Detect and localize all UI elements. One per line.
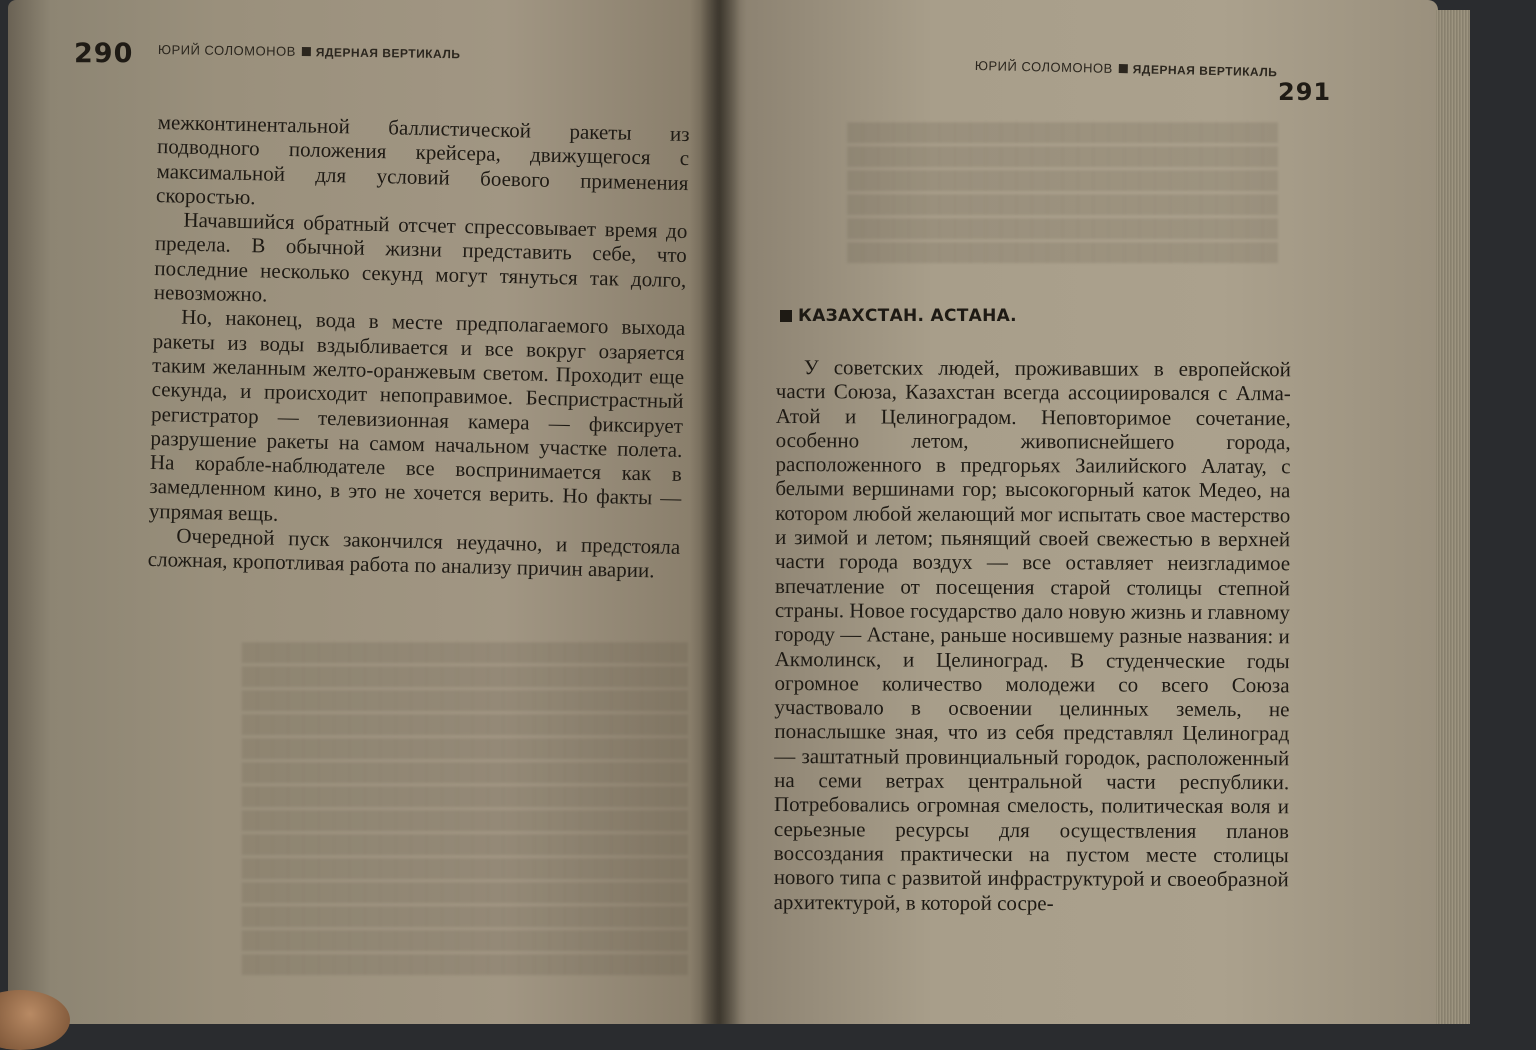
paragraph: Начавшийся обратный отсчет спрессовывает время до предела. В обычной жизни представить себе, что последние несколько секунд могут тянуться так долго, невозможно. (153, 207, 688, 307)
page-edges (1436, 10, 1470, 1024)
paragraph: У советских людей, проживавших в европейской части Союза, Казахстан всегда ассоциировался с Алма-Атой и Целиноградом. Неповторимое сочетание, особенно летом, живописнейшего города, расположенного в предгорьях Заилийского Алатау, с белыми вершинами гор; высокогорный каток Медео, на котором любой желающий мог испытать свое мастерство и зимой и летом; пьянящий своей свежестью в верхней части города воздух — все оставляет неизгладимое впечатление от посещения старой столицы степной страны. Новое государство дало новую жизнь и главному городу — Астане, раньше носившему разные названия: и Акмолинск, и Целиноград. В студенческие годы огромное количество молодежи со всего Союза участвовало в освоении целинных земель, не понаслышке зная, что из себя представлял Целиноград — заштатный провинциальный городок, расположенный на семи ветрах центральной части республики. Потребовались огромная смелость, политическая воля и серьезные ресурсы для осуществления планов воссоздания практически на пустом месте столицы нового типа с развитой инфраструктурой и своеобразной архитектурой, в которой сосре- (773, 355, 1291, 915)
running-head-author: ЮРИЙ СОЛОМОНОВ (157, 42, 296, 59)
section-heading-text: КАЗАХСТАН. АСТАНА. (798, 306, 1017, 326)
running-head-left (158, 42, 461, 61)
section-heading (780, 306, 1017, 326)
left-page-body (148, 110, 690, 584)
running-head-right (975, 58, 1278, 79)
left-page (8, 0, 718, 1024)
page-number-left: 290 (74, 38, 134, 69)
square-bullet-icon (1119, 64, 1128, 73)
running-head-title: ЯДЕРНАЯ ВЕРТИКАЛЬ (315, 45, 461, 62)
square-bullet-icon (302, 47, 311, 56)
right-page (718, 0, 1438, 1024)
paragraph: Но, наконец, вода в месте предполагаемого выхода ракеты из воды вздыбливается и все вокруг озаряется таким желанным желто-оранжевым светом. Проходит еще секунда, и происходит непоправимое. Беспристрастный регистратор — телевизионная камера — фиксирует разрушение ракеты на самом начальном участке полета. На корабле-наблюдателе все воспринимается как в замедленном кино, в это не хочется верить. Но факты — упрямая вещь. (148, 304, 686, 526)
book-spine (700, 0, 740, 1024)
paragraph: Очередной пуск закончился неудачно, и предстояла сложная, кропотливая работа по анализу причин аварии. (147, 523, 681, 583)
square-bullet-icon (780, 310, 792, 322)
show-through-text: ▇▇▇▇▇▇▇▇▇▇▇▇▇▇▇▇▇▇▇▇▇▇▇▇▇▇▇▇ ▇▇▇▇▇▇▇▇▇▇▇▇▇▇▇▇▇▇▇▇▇▇▇▇▇▇▇▇ ▇▇▇▇▇▇▇▇▇▇▇▇▇▇▇▇▇▇▇▇▇▇▇▇▇▇▇▇ ▇▇▇▇▇▇▇▇▇▇▇▇▇▇▇▇▇▇▇▇▇▇▇▇▇▇▇▇ ▇▇▇▇▇▇▇▇▇▇▇▇▇▇▇▇▇▇▇▇▇▇▇▇▇▇▇▇ ▇▇▇▇▇▇▇▇▇▇▇▇▇▇▇▇▇▇▇▇▇▇▇▇▇▇▇▇ (847, 121, 1278, 263)
running-head-author: ЮРИЙ СОЛОМОНОВ (974, 58, 1113, 76)
paragraph: межконтинентальной баллистической ракеты из подводного положения крейсера, движущегося с максимальной для условий боевого применения скоростью. (155, 110, 690, 210)
show-through-text: ▇▇▇▇▇▇▇▇▇▇▇▇▇▇▇▇▇▇▇▇▇▇▇▇▇▇▇▇▇ ▇▇▇▇▇▇▇▇▇▇▇▇▇▇▇▇▇▇▇▇▇▇▇▇▇▇▇▇▇ ▇▇▇▇▇▇▇▇▇▇▇▇▇▇▇▇▇▇▇▇▇▇▇▇▇▇▇▇▇ ▇▇▇▇▇▇▇▇▇▇▇▇▇▇▇▇▇▇▇▇▇▇▇▇▇▇▇▇▇ ▇▇▇▇▇▇▇▇▇▇▇▇▇▇▇▇▇▇▇▇▇▇▇▇▇▇▇▇▇ ▇▇▇▇▇▇▇▇▇▇▇▇▇▇▇▇▇▇▇▇▇▇▇▇▇▇▇▇▇ ▇▇▇▇▇▇▇▇▇▇▇▇▇▇▇▇▇▇▇▇▇▇▇▇▇▇▇▇▇ ▇▇▇▇▇▇▇▇▇▇▇▇▇▇▇▇▇▇▇▇▇▇▇▇▇▇▇▇▇ ▇▇▇▇▇▇▇▇▇▇▇▇▇▇▇▇▇▇▇▇▇▇▇▇▇▇▇▇▇ ▇▇▇▇▇▇▇▇▇▇▇▇▇▇▇▇▇▇▇▇▇▇▇▇▇▇▇▇▇ ▇▇▇▇▇▇▇▇▇▇▇▇▇▇▇▇▇▇▇▇▇▇▇▇▇▇▇▇▇ ▇▇▇▇▇▇▇▇▇▇▇▇▇▇▇▇▇▇▇▇▇▇▇▇▇▇▇▇▇ ▇▇▇▇▇▇▇▇▇▇▇▇▇▇▇▇▇▇▇▇▇▇▇▇▇▇▇▇▇ ▇▇▇▇▇▇▇▇▇▇▇▇▇▇▇▇▇▇▇▇▇▇▇▇▇▇▇▇▇ (241, 641, 688, 975)
right-page-body (774, 355, 1291, 916)
running-head-title: ЯДЕРНАЯ ВЕРТИКАЛЬ (1132, 62, 1278, 80)
page-number-right: 291 (1278, 78, 1332, 106)
